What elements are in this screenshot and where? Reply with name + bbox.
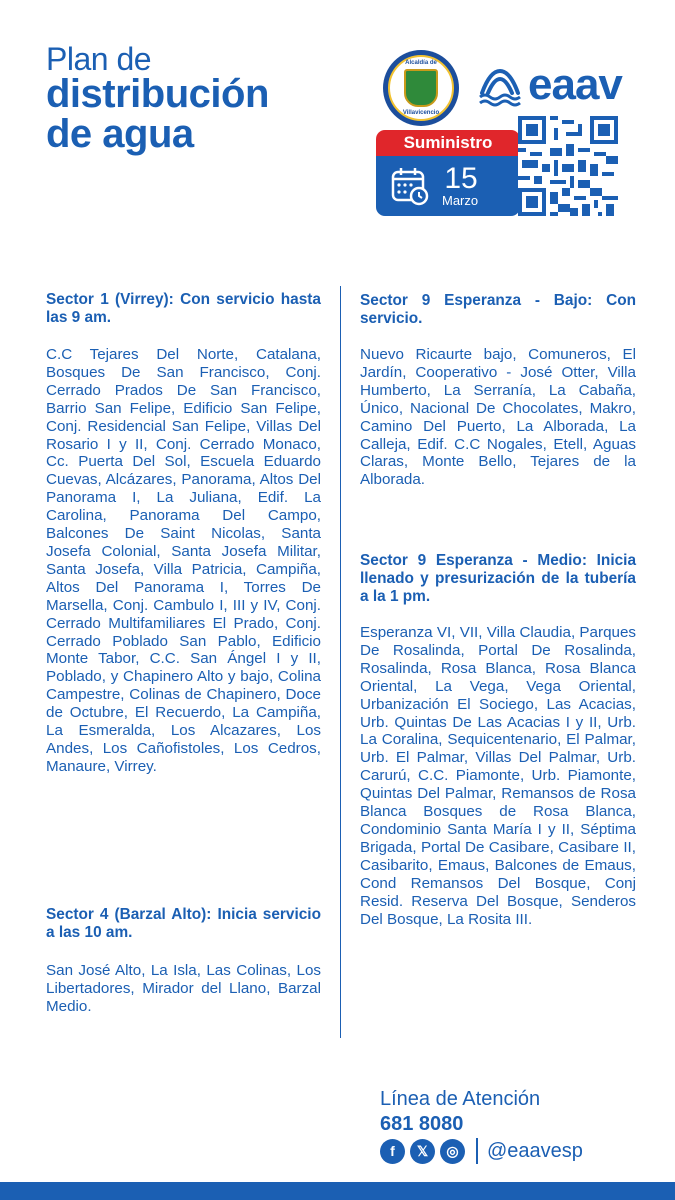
- x-icon[interactable]: 𝕏: [410, 1139, 435, 1164]
- sector-9-medio-neighborhoods: [360, 624, 636, 928]
- sector-4-body-text: San José Alto, La Isla, Las Colinas, Los Libertadores, Mirador del Llano, Barzal Medio.: [46, 962, 321, 1015]
- social-links: [380, 1138, 583, 1164]
- facebook-icon[interactable]: f: [380, 1139, 405, 1164]
- sector-4-neighborhoods: [46, 962, 321, 1016]
- alcaldia-logo-top-text: Alcaldía de: [405, 60, 437, 66]
- title-line-3: de agua: [46, 111, 194, 156]
- footer-bar: [0, 1182, 675, 1200]
- waves-icon: [478, 63, 522, 107]
- badge-day: 15: [444, 161, 478, 195]
- title-line-2: distribución: [46, 72, 269, 117]
- badge-month: Marzo: [442, 192, 479, 208]
- page-title: [46, 41, 269, 156]
- sector-9-bajo-heading-text: Sector 9 Esperanza - Bajo: Con servicio.: [360, 292, 636, 327]
- shield-icon: [404, 69, 438, 107]
- eaav-logo: [478, 60, 643, 110]
- sector-9-bajo-heading: [360, 292, 636, 328]
- social-separator: [476, 1138, 478, 1164]
- sector-1-heading-text: Sector 1 (Virrey): Con servicio hasta las 9 am.: [46, 291, 321, 326]
- sector-9-bajo-body-text: Nuevo Ricaurte bajo, Comuneros, El Jardín, Cooperativo - José Otter, Villa Humberto, La Serranía, La Cabaña, Único, Nacional De Chocolates, Makro, Camino Del Puerto, La Alborada, La Calleja, Edif. C.C Nogales, Etell, Aguas Claras, Monte Bello, Tejares de la Alborada.: [360, 346, 636, 489]
- column-divider: [340, 286, 341, 1038]
- alcaldia-logo-bottom-text: Villavicencio: [402, 110, 440, 116]
- sector-1-body-text: C.C Tejares Del Norte, Catalana, Bosques De San Francisco, Conj. Cerrado Prados De San Francisco, Barrio San Felipe, Edificio San Felipe, Conj. Residencial San Felipe, Villas Del Rosario I y II, Conj. Cerrado Monaco, Cc. Puerta Del Sol, Escuela Eduardo Cuevas, Alcázares, Panorama, Altos Del Panorama I, La Juliana, Edif. La Carolina, Panorama Del Campo, Balcones De Saint Nicolas, Santa Josefa Colonial, Santa Josefa Militar, Santa Josefa, Villa Patricia, Campiña, Altos Del Panorama I, Torres De Marsella, Conj. Cambulo I, III y IV, Conj. Cerrado Multifamiliares El Prado, Conj. Cerrado Poblado San Pablo, Edificio Monte Tabor, C.C. San Ángel I y II, Poblado, y Chapinero Alto y bajo, Colina Campestre, Colinas de Chapinero, Doce de Octubre, El Recuerdo, La Campiña, La Esmeralda, Los Alcazares, Los Andes, Los Cañofistoles, Los Cedros, Manaure, Virrey.: [46, 346, 321, 775]
- sector-4-heading: [46, 906, 321, 942]
- sector-9-medio-body-text: Esperanza VI, VII, Villa Claudia, Parques De Rosalinda, Portal De Rosalinda, Rosalinda, Rosa Blanca, Rosa Blanca Oriental, La Vega, Vega Oriental, Urbanización El Sociego, Las Acacias, Urb. Quintas De Las Acacias I y II, Urb. La Coralina, Sequicentenario, El Palmar, Urb. El Palmar, Villas Del Palmar, Urb. Carurú, C.C. Piamonte, Urb. Piamonte, Quintas Del Palmar, Remansos de Rosa Blanca Bosques de Rosa Blanca, Condominio Santa María I y II, Séptima Brigada, Portal De Casibare, Casibare II, Casibarito, Emaus, Balcones de Emaus, Cond Remansos Del Bosque, Conj Resid. Reserva Del Bosque, Senderos Del Bosque, La Rosita III.: [360, 624, 636, 928]
- calendar-icon: [390, 166, 430, 206]
- sector-9-bajo-neighborhoods: [360, 346, 636, 489]
- sector-1-heading: [46, 291, 321, 327]
- alcaldia-logo: [383, 50, 459, 126]
- badge-label: Suministro: [376, 130, 520, 156]
- contact-label: Línea de Atención: [380, 1088, 541, 1110]
- sector-4-heading-text: Sector 4 (Barzal Alto): Inicia servicio a las 10 am.: [46, 906, 321, 941]
- title-line-1: Plan de: [46, 41, 152, 77]
- eaav-logo-text: eaav: [528, 60, 622, 109]
- contact-block: [380, 1088, 540, 1136]
- qr-code[interactable]: [518, 116, 618, 216]
- contact-phone[interactable]: 681 8080: [380, 1113, 464, 1135]
- sector-9-medio-heading: [360, 552, 636, 606]
- social-handle[interactable]: @eaavesp: [487, 1139, 583, 1162]
- supply-date-badge: [376, 130, 520, 216]
- sector-1-neighborhoods: [46, 346, 321, 776]
- instagram-icon[interactable]: ◎: [440, 1139, 465, 1164]
- sector-9-medio-heading-text: Sector 9 Esperanza - Medio: Inicia llenado y presurización de la tubería a la 1 pm.: [360, 552, 636, 605]
